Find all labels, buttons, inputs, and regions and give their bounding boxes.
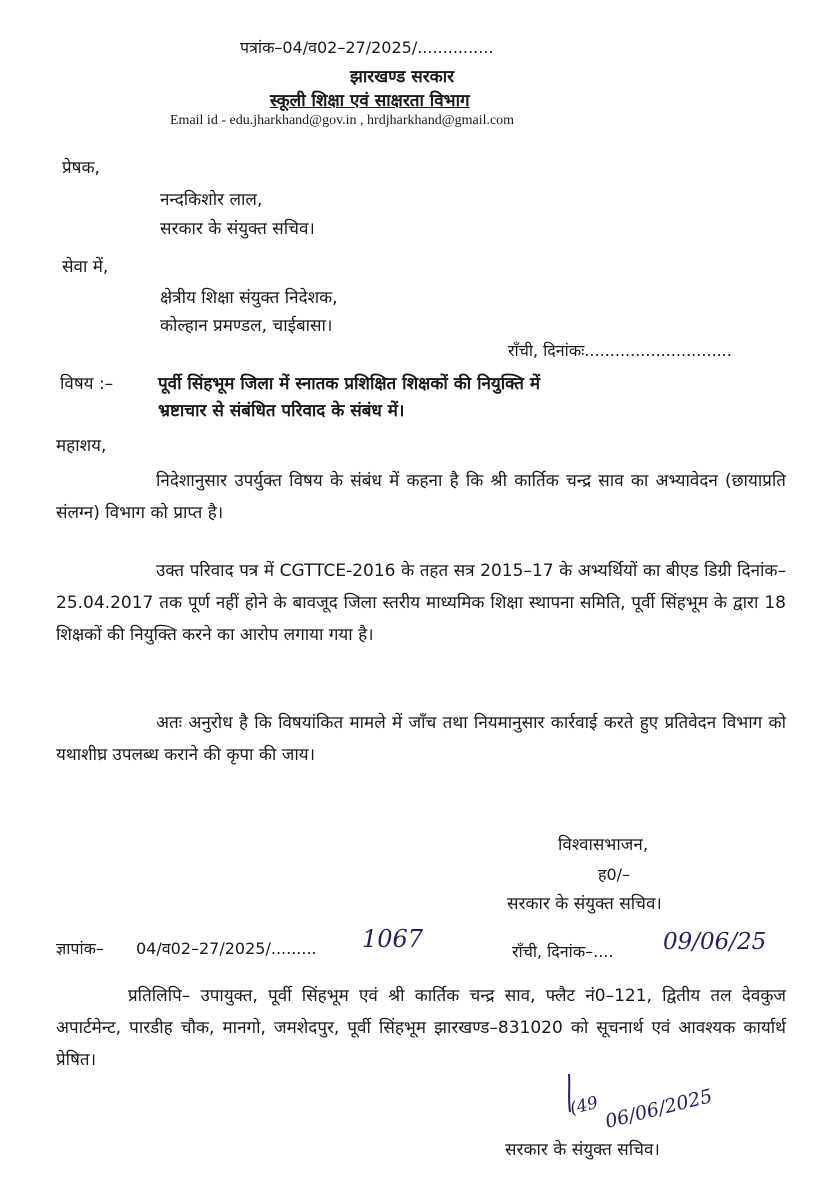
subject-line-1: पूर्वी सिंहभूम जिला में स्नातक प्रशिक्षित शिक्षकों की नियुक्ति में (158, 374, 541, 394)
reference-number: पत्रांक–04/व02–27/2025/............... (240, 38, 494, 57)
salutation: महाशय, (56, 436, 107, 456)
sender-designation: सरकार के संयुक्त सचिव। (160, 219, 315, 239)
government-name: झारखण्ड सरकार (350, 67, 455, 87)
body-paragraph-2: उक्त परिवाद पत्र में CGTTCE-2016 के तहत सत्र 2015–17 के अभ्यर्थियों का बीएड डिग्री दिनांक–25.04.2017 तक पूर्ण नहीं होने के बावजूद जिला स्तरीय माध्यमिक शिक्षा स्थापना समिति, पूर्वी सिंहभूम के द्वारा 18 शिक्षकों की नियुक्ति करने का आरोप लगाया गया है। (56, 561, 786, 645)
initial-handwritten: (49 (568, 1092, 601, 1120)
recipient-line-2: कोल्हान प्रमण्डल, चाईबासा। (160, 316, 333, 336)
body-paragraph-3: अतः अनुरोध है कि विषयांकित मामले में जाँच तथा नियमानुसार कार्रवाई करते हुए प्रतिवेदन विभाग को यथाशीघ्र उपलब्ध कराने की कृपा की जाय। (56, 713, 786, 765)
email-line: Email id - edu.jharkhand@gov.in , hrdjharkhand@gmail.com (170, 113, 515, 128)
subject-label: विषय :– (60, 374, 114, 394)
body-paragraph-1: निदेशानुसार उपर्युक्त विषय के संबंध में कहना है कि श्री कार्तिक चन्द्र साव का अभ्यावेदन (छायाप्रति संलग्न) विभाग को प्राप्त है। (56, 471, 786, 523)
closing-designation: सरकार के संयुक्त सचिव। (507, 894, 662, 914)
closing-signed-mark: ह0/– (598, 865, 631, 884)
signature-date-handwritten: 06/06/2025 (602, 1085, 715, 1133)
subject-line-2: भ्रष्टाचार से संबंधित परिवाद के संबंध में। (158, 401, 405, 421)
sender-label: प्रेषक, (62, 158, 100, 178)
closing-yours-faithfully: विश्वासभाजन, (558, 835, 649, 855)
recipient-label: सेवा में, (62, 257, 109, 277)
recipient-line-1: क्षेत्रीय शिक्षा संयुक्त निदेशक, (160, 288, 338, 308)
sender-name: नन्दकिशोर लाल, (160, 190, 263, 210)
memo-date-handwritten: 09/06/25 (663, 929, 767, 955)
department-name: स्कूली शिक्षा एवं साक्षरता विभाग (270, 91, 470, 111)
place-date: राँची, दिनांकः............................. (508, 341, 732, 360)
memo-label: ज्ञापांक– (56, 939, 104, 958)
memo-reference: 04/व02–27/2025/......... (136, 939, 317, 958)
memo-place-date: राँची, दिनांक–.... (512, 942, 614, 961)
copy-signatory-designation: सरकार के संयुक्त सचिव। (505, 1140, 660, 1160)
copy-to-paragraph: प्रतिलिपि– उपायुक्त, पूर्वी सिंहभूम एवं श्री कार्तिक चन्द्र साव, फ्लैट नं0–121, द्वितीय तल देवकुज अपार्टमेन्ट, पारडीह चौक, मानगो, जमशेदपुर, पूर्वी सिंहभूम झारखण्ड–831020 को सूचनार्थ एवं आवश्यक कार्यार्थ प्रेषित। (56, 986, 786, 1070)
memo-number-handwritten: 1067 (362, 925, 424, 953)
